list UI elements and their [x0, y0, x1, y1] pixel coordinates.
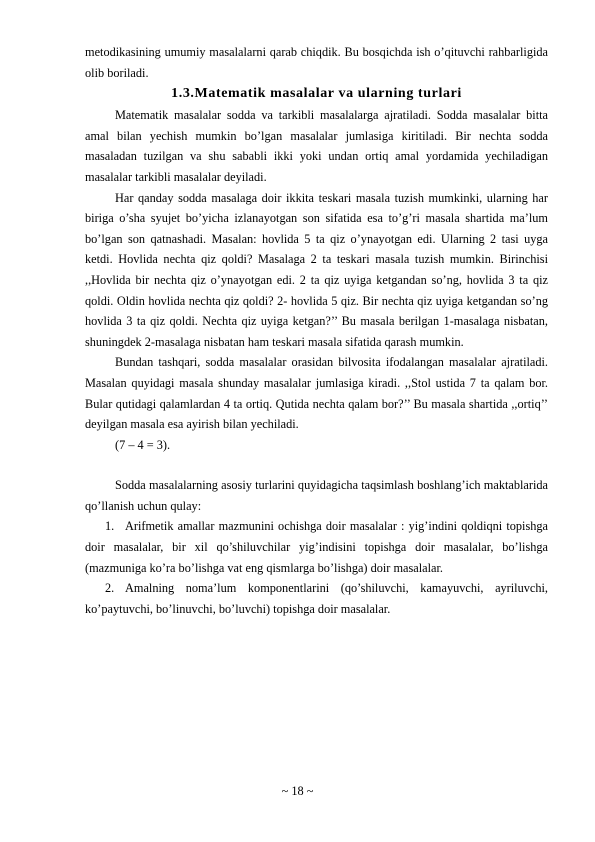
paragraph-task-types: Matematik masalalar sodda va tarkibli masalalarga ajratiladi. Sodda masalalar bitta amal bilan yechish mumkin bo’lgan masalalar jumlasiga kiritiladi. Bir nechta sodda masaladan tuzilgan va shu sababli ikki yoki undan ortiq amal yordamida yechiladigan masalalar tarkibli masalalar deyiladi.	[85, 108, 548, 184]
paragraph-classification: Sodda masalalarning asosiy turlarini quyidagicha taqsimlash boshlang’ich maktablarida qo’llanish uchun qulay:	[85, 478, 548, 513]
list-item-text: Arifmetik amallar mazmunini ochishga doir masalalar : yig’indini qoldiqni topishga doir masalalar, bir xil qo’shiluvchilar yig’indisini topishga doir masalalar, bo’lishga (mazmuniga ko’ra bo’lishga vat eng qismlarga bo’lishga) doir masalalar.	[85, 519, 548, 575]
spacer	[85, 455, 548, 475]
list-item-number: 1.	[105, 519, 115, 534]
list-item-text: Amalning noma’lum komponentlarini (qo’shiluvchi, kamayuvchi, ayriluvchi, ko’paytuvchi, bo’linuvchi, bo’luvchi) topishga doir masalalar.	[85, 581, 548, 616]
paragraph-indirect-tasks: Bundan tashqari, sodda masalalar orasidan bilvosita ifodalangan masalalar ajratiladi. Masalan quyidagi masala shunday masalalar jumlasiga kiradi. ,,Stol ustida 7 ta qalam bor. Bular qutidagi qalamlardan 4 ta ortiq. Qutida nechta qalam bor?’’ Bu masala shartida ,,ortiq’’ deyilgan masala esa ayirish bilan yechiladi.	[85, 355, 548, 432]
page-number: ~ 18 ~	[281, 784, 314, 798]
intro-paragraph: metodikasining umumiy masalalarni qarab chiqdik. Bu bosqichda ish o’qituvchi rahbarligida olib boriladi.	[85, 45, 548, 80]
list-item	[85, 516, 548, 578]
paragraph-inverse-tasks: Har qanday sodda masalaga doir ikkita teskari masala tuzish mumkinki, ularning har biriga o’sha syujet bo’yicha izlanayotgan son sifatida esa to’g’ri masala shartida ma’lum bo’lgan son qatnashadi. Masalan: hovlida 5 ta qiz o’ynayotgan edi. Ularning 2 tasi uyga ketdi. Hovlida nechta qiz qoldi? Masalaga 2 ta teskari masala tuzish mumkin. Birinchisi ,,Hovlida bir nechta qiz o’ynayotgan edi. 2 ta qiz uyiga ketgandan so’ng, hovlida 3 ta qiz qoldi. Oldin hovlida nechta qiz qoldi? 2- hovlida 5 qiz. Bir nechta qiz uyiga ketgandan so’ng hovlida 3 ta qiz qoldi. Nechta qiz uyiga ketgan?’’ Bu masala berilgan 1-masalaga nisbatan, shuningdek 2-masalaga nisbatan ham teskari masala sifatida qarash mumkin.	[85, 190, 548, 349]
section-heading: 1.3.Matematik masalalar va ularning turlari	[171, 86, 462, 102]
list-item-number: 2.	[105, 581, 115, 596]
document-page	[85, 42, 548, 619]
list-item	[85, 578, 548, 619]
formula-line: (7 – 4 = 3).	[115, 437, 171, 452]
